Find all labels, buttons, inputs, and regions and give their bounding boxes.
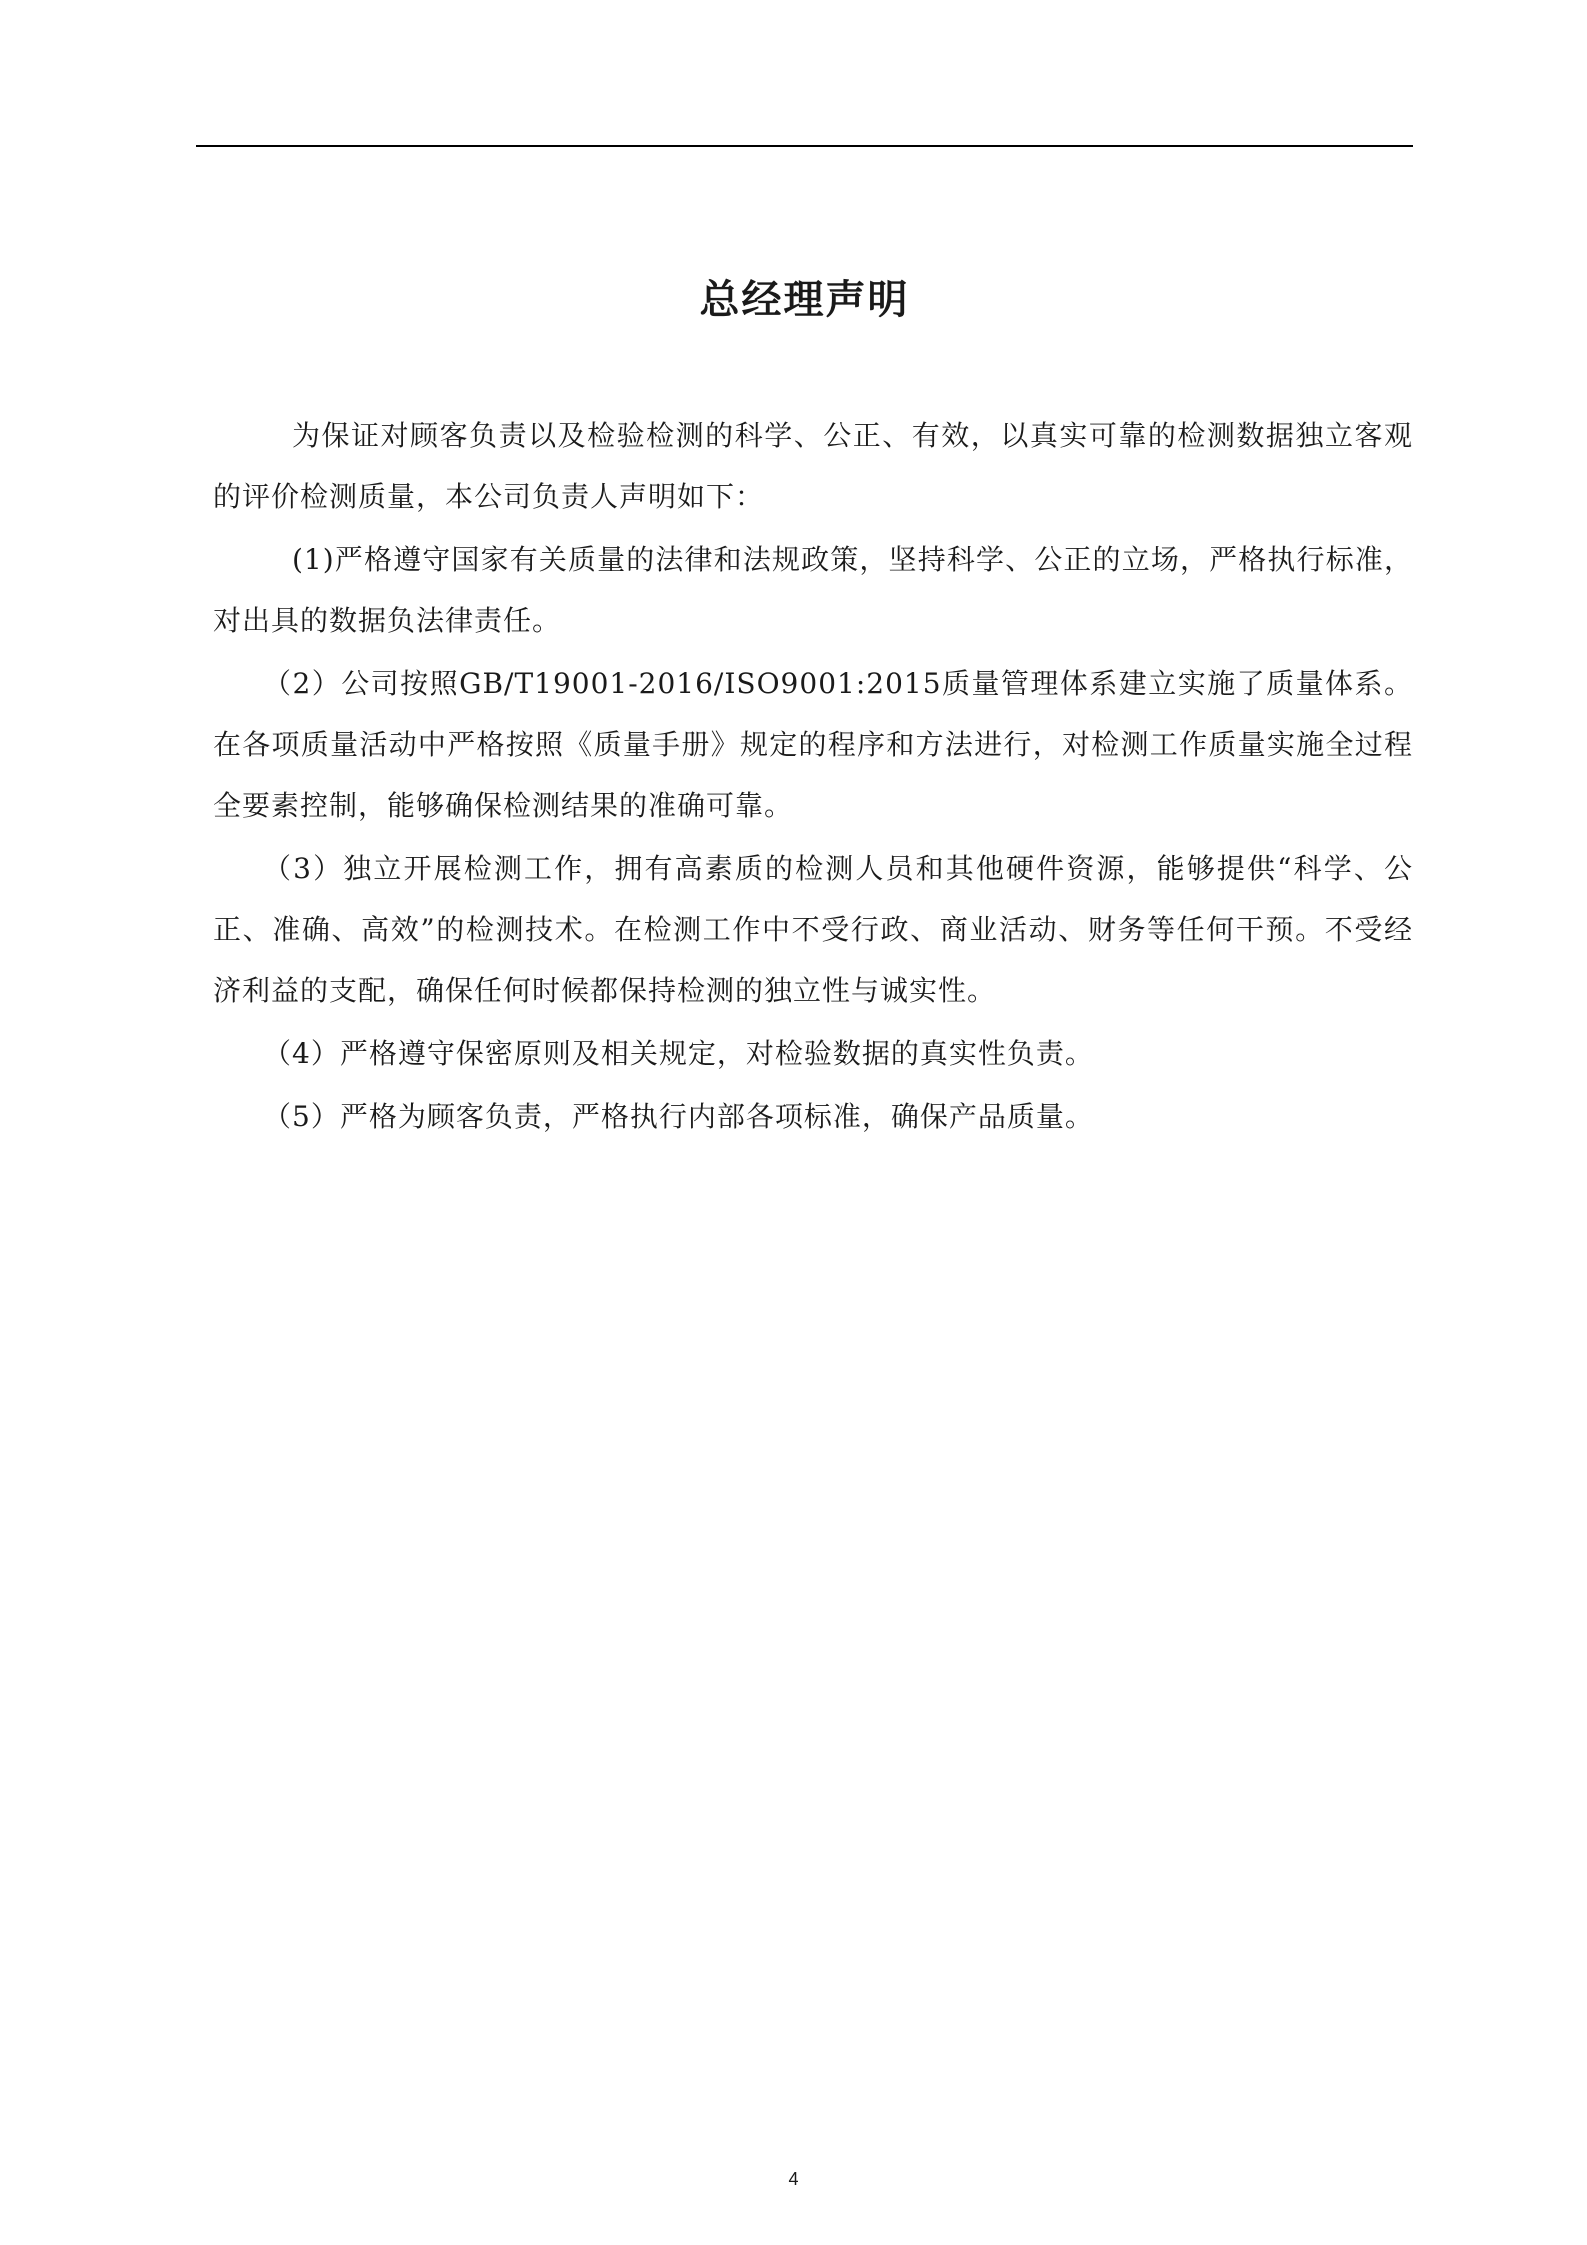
statement-body xyxy=(213,405,1413,1149)
statement-item-4: （4）严格遵守保密原则及相关规定，对检验数据的真实性负责。 xyxy=(263,1037,1094,1070)
page-number: 4 xyxy=(788,2169,799,2189)
statement-item-2: （2）公司按照GB/T19001-2016/ISO9001:2015质量管理体系建立实施了质量体系。在各项质量活动中严格按照《质量手册》规定的程序和方法进行，对检测工作质量实施全过程全要素控制，能够确保检测结果的准确可靠。 xyxy=(213,667,1413,822)
statement-item-1: (1)严格遵守国家有关质量的法律和法规政策，坚持科学、公正的立场，严格执行标准，对出具的数据负法律责任。 xyxy=(213,543,1413,637)
statement-item-5: （5）严格为顾客负责，严格执行内部各项标准，确保产品质量。 xyxy=(263,1100,1094,1133)
page-title: 总经理声明 xyxy=(699,277,910,323)
statement-item-3: （3）独立开展检测工作，拥有高素质的检测人员和其他硬件资源，能够提供“科学、公正、准确、高效”的检测技术。在检测工作中不受行政、商业活动、财务等任何干预。不受经济利益的支配，确保任何时候都保持检测的独立性与诚实性。 xyxy=(213,852,1413,1007)
header-rule xyxy=(196,145,1413,147)
intro-paragraph: 为保证对顾客负责以及检验检测的科学、公正、有效，以真实可靠的检测数据独立客观的评价检测质量，本公司负责人声明如下： xyxy=(213,419,1413,513)
